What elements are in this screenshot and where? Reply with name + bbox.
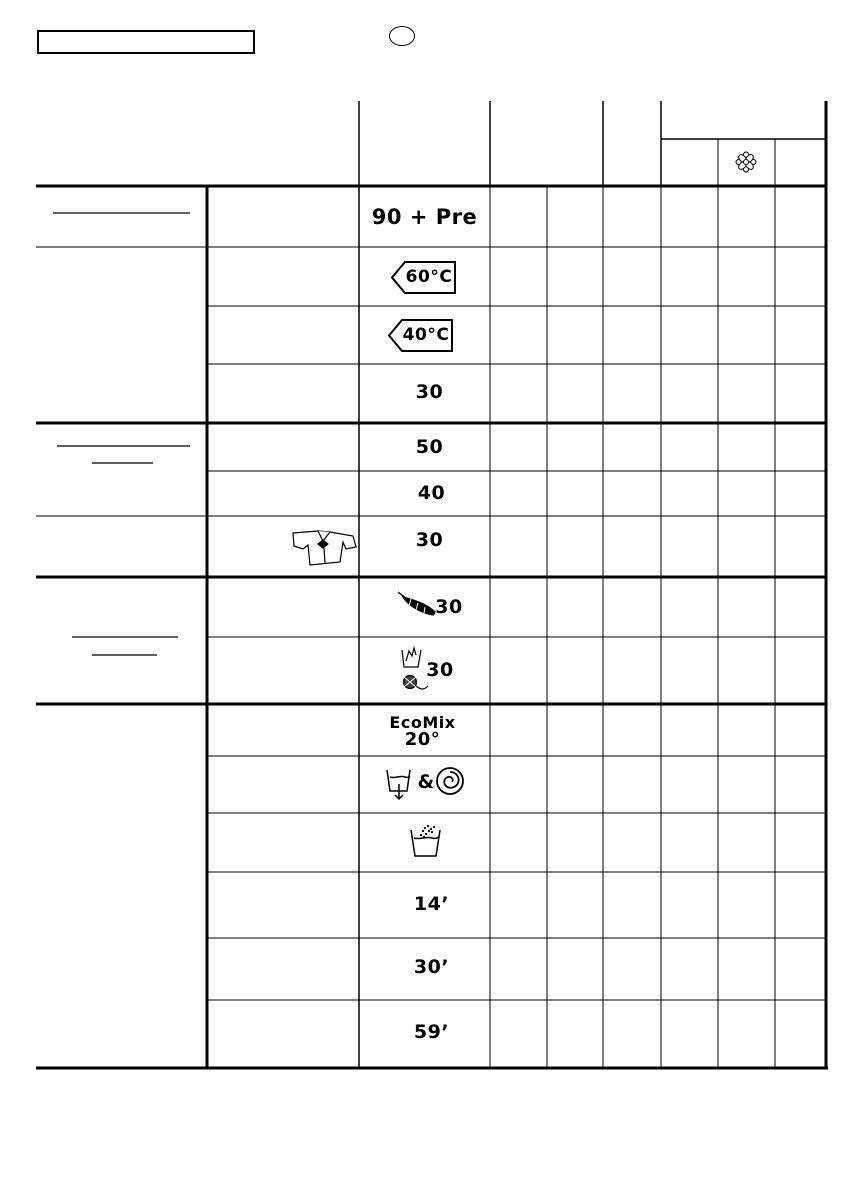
program-symbol-59min: 59’ [413, 1021, 450, 1043]
drain-spin-ampersand: & [417, 771, 435, 793]
program-symbol-90-pre: 90 + Pre [371, 205, 478, 229]
shirt-icon [293, 531, 356, 565]
program-symbol-30-delicates: 30 [435, 596, 463, 618]
program-symbol-30: 30 [415, 381, 444, 403]
program-symbol-40c: 40°C [402, 325, 450, 345]
program-symbol-30-wool: 30 [426, 659, 454, 681]
program-symbol-30min: 30’ [413, 956, 450, 978]
program-symbol-14min: 14’ [413, 893, 450, 915]
program-symbol-60c: 60°C [405, 267, 453, 287]
ecomix-temp: 20° [404, 729, 441, 750]
program-symbol-50: 50 [415, 436, 444, 458]
program-symbol-40: 40 [417, 482, 446, 504]
feather-icon [398, 592, 435, 615]
rinse-icon [411, 825, 440, 856]
flower-icon [736, 152, 756, 172]
program-symbol-30-shirts: 30 [415, 529, 444, 551]
ecomix-label: EcoMix [389, 713, 456, 732]
program-symbol-ecomix [359, 714, 486, 748]
